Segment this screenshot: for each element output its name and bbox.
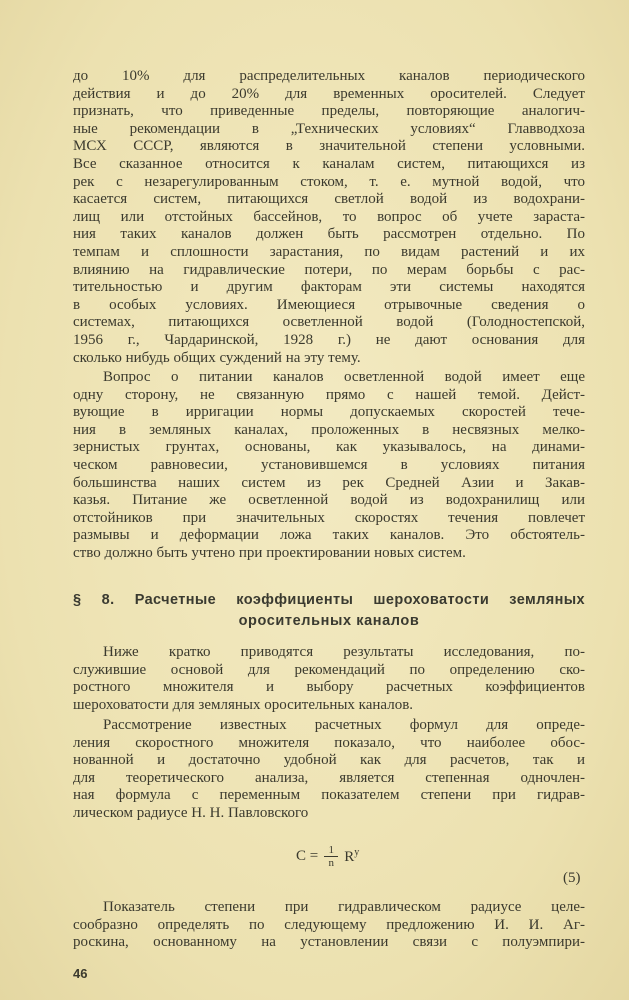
text-line: ростного множителя и выбору расчетных коэффициентов <box>73 679 585 696</box>
text-line: отстойников при значительных скоростях течения повлечет <box>73 509 585 526</box>
text-line: системах, питающихся осветленной водой (Голодностепской, <box>73 314 585 331</box>
text-line: сколько нибудь общих суждений на эту тему. <box>73 349 361 366</box>
text-line: ство должно быть учтено при проектировании новых систем. <box>73 544 466 561</box>
text-line: действия и до 20% для временных оросителей. Следует <box>73 85 585 102</box>
text-line: размывы и деформации ложа таких каналов. Это обстоятель- <box>73 527 585 544</box>
text-line: ния в земляных каналах, проложенных в несвязных мелко- <box>73 421 585 438</box>
text-line: роскина, основанному на установлении связи с полуэмпири- <box>73 934 585 951</box>
text-line: до 10% для распределительных каналов периодического <box>73 68 585 84</box>
equation-number: (5) <box>563 870 581 886</box>
text-line: Рассмотрение известных расчетных формул для опреде- <box>103 717 585 733</box>
text-line: казья. Питание же осветленной водой из водохранилищ или <box>73 492 585 509</box>
text-line: ная формула с переменным показателем степени при гидрав- <box>73 787 585 804</box>
text-line: лищ или отстойных бассейнов, то вопрос об учете зараста- <box>73 208 585 225</box>
formula-denominator: n <box>328 857 334 869</box>
text-line: сообразно определять по следующему предложению И. И. Аг- <box>73 916 585 933</box>
text-line: ления скоростного множителя показало, что наиболее обос- <box>73 734 585 751</box>
formula-numerator: 1 <box>328 844 334 856</box>
formula-lhs: C = <box>296 848 319 864</box>
text-line: признать, что приведенные пределы, повторяющие аналогич- <box>73 103 585 120</box>
formula-5 <box>0 842 629 892</box>
section-heading-line-2: оросительных каналов <box>238 613 420 629</box>
text-line: шероховатости для земляных оросительных каналов. <box>73 696 414 713</box>
paragraph-5 <box>73 899 585 952</box>
text-line: Вопрос о питании каналов осветленной водой имеет еще <box>103 369 585 385</box>
text-line: нованной и достаточно удобной как для расчетов, так и <box>73 752 585 769</box>
formula-base-letter: R <box>344 849 355 865</box>
text-line: касается систем, питающихся светлой водой из водохрани- <box>73 191 585 208</box>
text-line: Ниже кратко приводятся результаты исследования, по- <box>103 644 585 660</box>
text-line: ческом равновесии, установившемся в условиях питания <box>73 456 585 473</box>
text-line: темпам и сплошности зарастания, по видам растений и их <box>73 243 585 260</box>
text-line: тительностью и другим факторам эти системы находятся <box>73 279 585 296</box>
paragraph-3 <box>73 644 585 714</box>
text-line: МСХ СССР, являются в значительной степени условными. <box>73 138 585 155</box>
text-line: Показатель степени при гидравлическом радиусе целе- <box>103 899 585 915</box>
text-line: рек с незарегулированным стоком, т. е. мутной водой, что <box>73 173 585 190</box>
formula-expression <box>296 844 359 869</box>
section-heading-line-1: § 8. Расчетные коэффициенты шероховатости земляных <box>73 592 585 608</box>
text-line: ния таких каналов должен быть рассмотрен отдельно. По <box>73 226 585 243</box>
paragraph-1 <box>73 68 585 367</box>
text-line: большинства наших систем из рек Средней Азии и Закав- <box>73 474 585 491</box>
paragraph-2 <box>73 369 585 563</box>
text-line: 1956 г., Чардаринской, 1928 г.) не дают основания для <box>73 331 585 348</box>
text-line: в особых условиях. Имеющиеся отрывочные сведения о <box>73 296 585 313</box>
paragraph-4 <box>73 717 585 823</box>
page-number: 46 <box>73 966 88 981</box>
section-heading <box>73 590 585 632</box>
formula-fraction <box>324 844 338 869</box>
text-line: служившие основой для рекомендаций по определению ско- <box>73 661 585 678</box>
formula-exponent: y <box>354 847 360 858</box>
text-line: Все сказанное относится к каналам систем, питающихся из <box>73 155 585 172</box>
text-line: зернистых грунтах, основаны, как указывалось, на динами- <box>73 439 585 456</box>
text-line: вующие в ирригации нормы допускаемых скоростей тече- <box>73 404 585 421</box>
formula-base <box>344 847 359 866</box>
text-line: для теоретического анализа, является степенная одночлен- <box>73 769 585 786</box>
text-line: влиянию на гидравлические потери, по мерам борьбы с рас- <box>73 261 585 278</box>
text-line: ные рекомендации в „Технических условиях“ Главводхоза <box>73 120 585 137</box>
text-line: одну сторону, не связанную прямо с нашей темой. Дейст- <box>73 386 585 403</box>
text-line: лическом радиусе Н. Н. Павловского <box>73 804 309 821</box>
